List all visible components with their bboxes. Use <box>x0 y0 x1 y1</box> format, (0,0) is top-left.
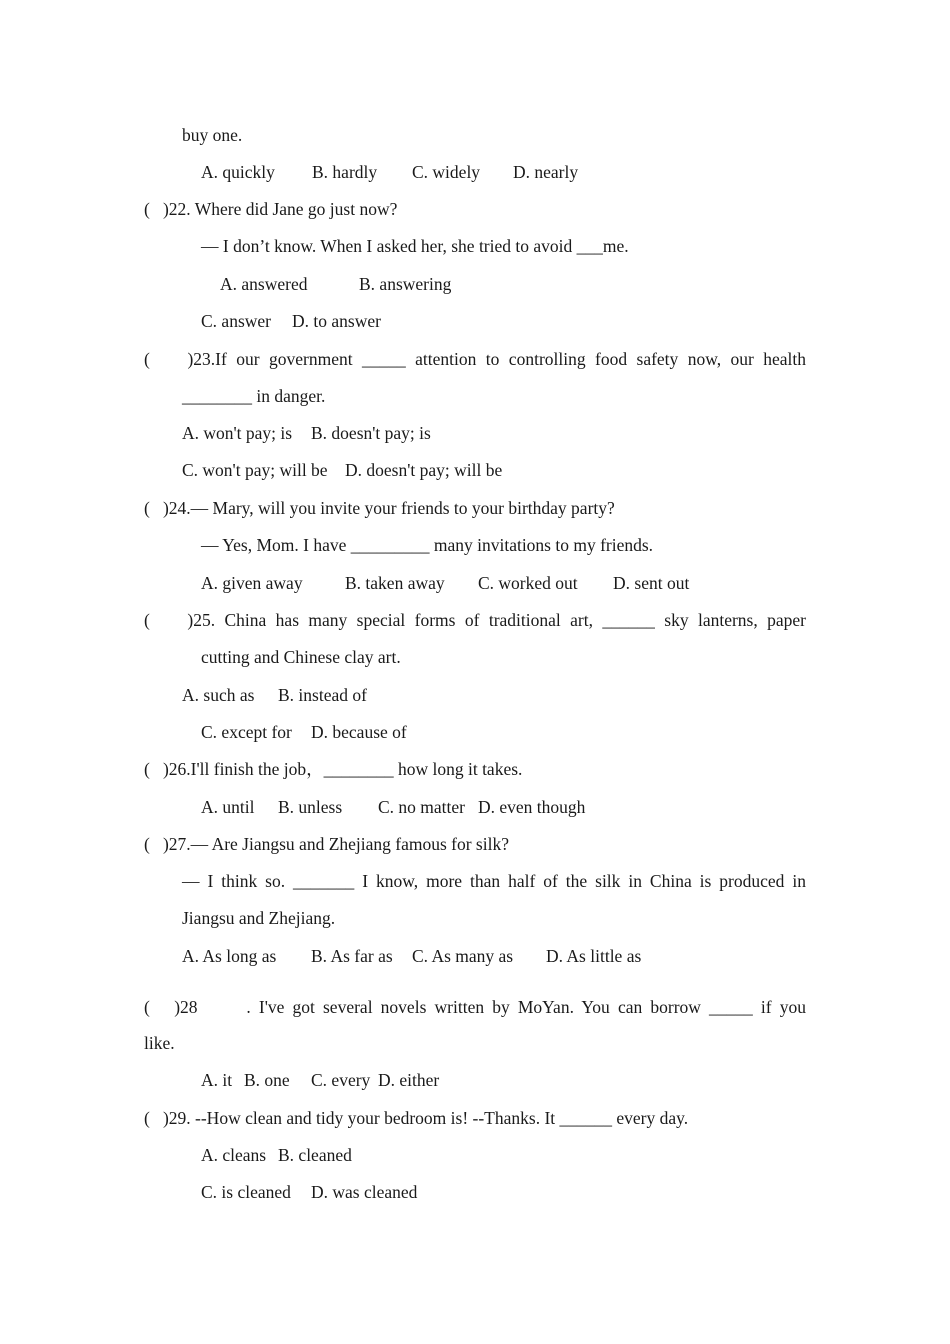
q22-option-a: A. answered <box>220 274 308 294</box>
q27-option-a: A. As long as <box>182 946 277 966</box>
q24-stem: ( )24.— Mary, will you invite your friends to your birthday party? <box>144 498 615 518</box>
q28-option-a: A. it <box>201 1070 233 1090</box>
q21-stem-tail: buy one. <box>182 125 243 145</box>
q21-option-c: C. widely <box>412 162 481 182</box>
q25-stem-line2: cutting and Chinese clay art. <box>201 647 401 667</box>
q27-reply-line1: — I think so. _______ I know, more than half of the silk in China is produced in <box>182 871 806 891</box>
q27-stem: ( )27.— Are Jiangsu and Zhejiang famous for silk? <box>144 834 509 854</box>
q28-option-c: C. every <box>311 1070 371 1090</box>
q23-stem-line1: ( )23.If our government _____ attention to controlling food safety now, our health <box>144 349 806 369</box>
q24-option-d: D. sent out <box>613 573 690 593</box>
q28-stem-line1: ( )28 . I've got several novels written by MoYan. You can borrow _____ if you <box>144 997 806 1017</box>
q26-option-d: D. even though <box>478 797 586 817</box>
q21-option-a: A. quickly <box>201 162 275 182</box>
q29-option-a: A. cleans <box>201 1145 267 1165</box>
q23-stem-line2: ________ in danger. <box>182 386 326 406</box>
q29-option-b: B. cleaned <box>278 1145 352 1165</box>
q25-stem-line1: ( )25. China has many special forms of traditional art, ______ sky lanterns, paper <box>144 610 806 630</box>
q22-reply: — I don’t know. When I asked her, she tried to avoid ___me. <box>201 236 629 256</box>
q29-stem: ( )29. --How clean and tidy your bedroom is! --Thanks. It ______ every day. <box>144 1108 689 1128</box>
q21-option-b: B. hardly <box>312 162 378 182</box>
q24-option-b: B. taken away <box>345 573 445 593</box>
q29-option-c: C. is cleaned <box>201 1182 291 1202</box>
q25-option-c: C. except for <box>201 722 292 742</box>
q23-option-d: D. doesn't pay; will be <box>345 460 503 480</box>
q28-stem-line2: like. <box>144 1033 175 1053</box>
q22-option-c: C. answer <box>201 311 271 331</box>
q22-stem: ( )22. Where did Jane go just now? <box>144 199 398 219</box>
q26-stem: ( )26.I'll finish the job，________ how long it takes. <box>144 759 523 779</box>
q21-option-d: D. nearly <box>513 162 579 182</box>
q27-option-d: D. As little as <box>546 946 642 966</box>
q25-option-d: D. because of <box>311 722 407 742</box>
q27-option-c: C. As many as <box>412 946 514 966</box>
q24-reply: — Yes, Mom. I have _________ many invitations to my friends. <box>201 535 654 555</box>
q25-option-b: B. instead of <box>278 685 367 705</box>
q24-option-c: C. worked out <box>478 573 578 593</box>
q26-option-a: A. until <box>201 797 255 817</box>
q27-option-b: B. As far as <box>311 946 393 966</box>
q28-option-b: B. one <box>244 1070 290 1090</box>
q29-option-d: D. was cleaned <box>311 1182 418 1202</box>
q22-option-d: D. to answer <box>292 311 381 331</box>
q27-reply-line2: Jiangsu and Zhejiang. <box>182 908 336 928</box>
q23-option-b: B. doesn't pay; is <box>311 423 431 443</box>
q26-option-b: B. unless <box>278 797 343 817</box>
q23-option-c: C. won't pay; will be <box>182 460 328 480</box>
q28-option-d: D. either <box>378 1070 440 1090</box>
q24-option-a: A. given away <box>201 573 303 593</box>
q25-option-a: A. such as <box>182 685 255 705</box>
q23-option-a: A. won't pay; is <box>182 423 293 443</box>
q22-option-b: B. answering <box>359 274 452 294</box>
q26-option-c: C. no matter <box>378 797 465 817</box>
